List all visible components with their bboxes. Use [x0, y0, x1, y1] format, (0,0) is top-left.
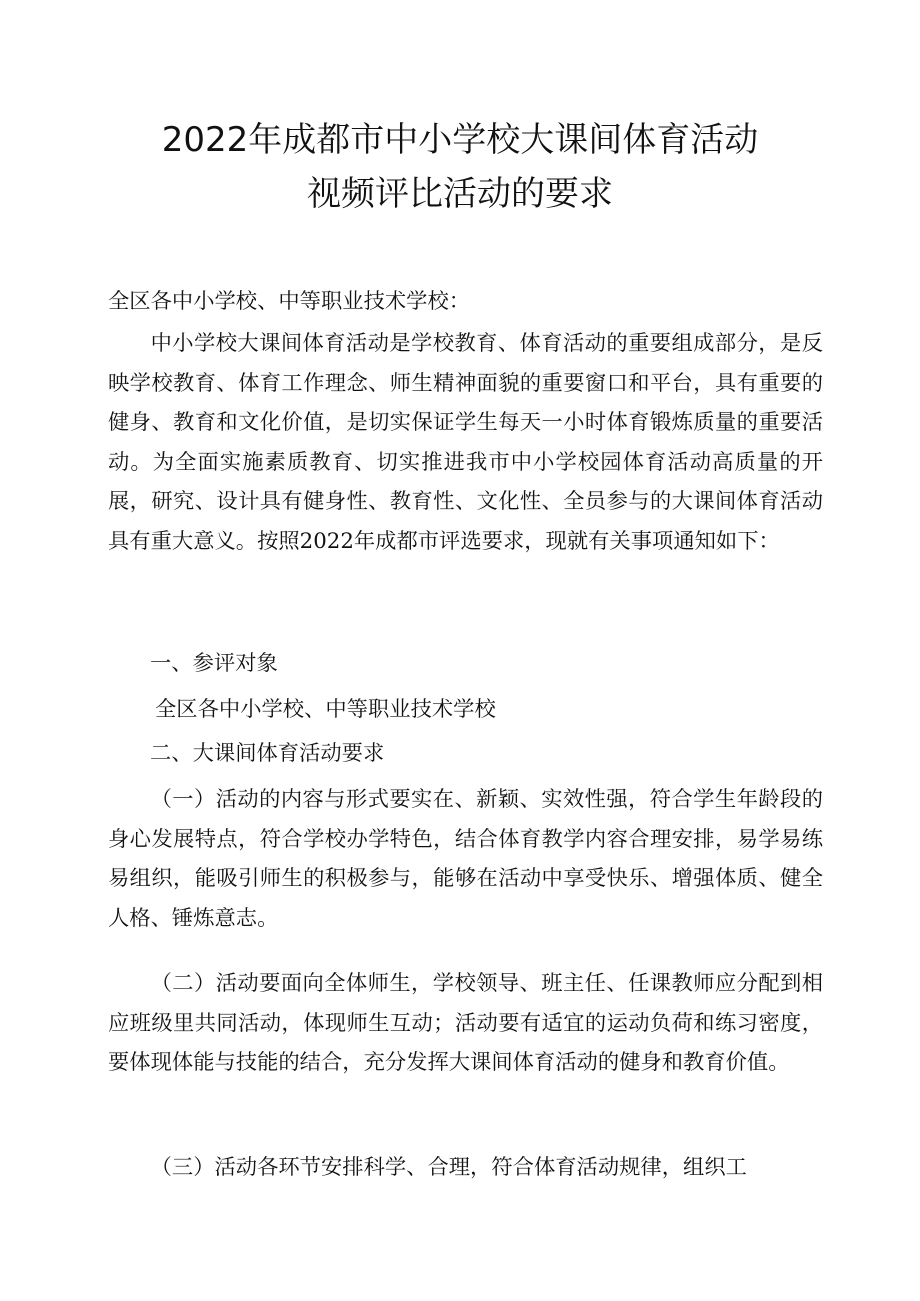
section-heading-participants: 一、参评对象 [150, 651, 278, 676]
requirement-item-2: （二）活动要面向全体师生，学校领导、班主任、任课教师应分配到相应班级里共同活动，体现师生互动；活动要有适宜的运动负荷和练习密度，要体现体能与技能的结合，充分发挥大课间体育活动的健身和教育价值。 [108, 971, 823, 1076]
document-title-line-1: 2022年成都市中小学校大课间体育活动 [161, 120, 759, 160]
intro-paragraph: 中小学校大课间体育活动是学校教育、体育活动的重要组成部分，是反映学校教育、体育工作理念、师生精神面貌的重要窗口和平台，具有重要的健身、教育和文化价值，是切实保证学生每天一小时体育锻炼质量的重要活动。为全面实施素质教育、切实推进我市中小学校园体育活动高质量的开展，研究、设计具有健身性、教育性、文化性、全员参与的大课间体育活动具有重大意义。按照2022年成都市评选要求，现就有关事项通知如下： [108, 331, 823, 554]
participants-text: 全区各中小学校、中等职业技术学校 [155, 697, 496, 722]
section-heading-requirements: 二、大课间体育活动要求 [150, 741, 385, 766]
requirement-item-3: （三）活动各环节安排科学、合理，符合体育活动规律，组织工 [150, 1155, 747, 1180]
requirement-item-1: （一）活动的内容与形式要实在、新颖、实效性强，符合学生年龄段的身心发展特点，符合学校办学特色，结合体育教学内容合理安排，易学易练易组织，能吸引师生的积极参与，能够在活动中享受快乐、增强体质、健全人格、锤炼意志。 [108, 787, 823, 931]
document-title-line-2: 视频评比活动的要求 [307, 174, 613, 214]
salutation: 全区各中小学校、中等职业技术学校： [108, 289, 471, 314]
